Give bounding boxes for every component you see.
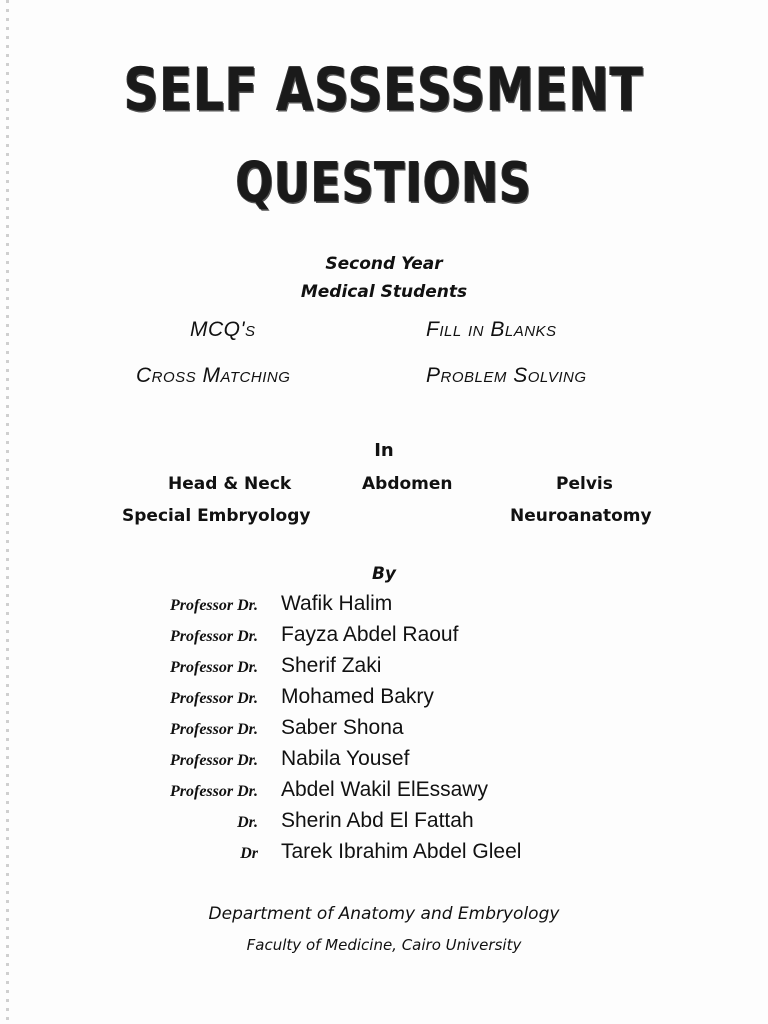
author-name: Sherin Abd El Fattah	[281, 809, 474, 832]
author-row	[0, 592, 768, 622]
author-title: Dr.	[237, 814, 258, 831]
author-title: Professor Dr.	[169, 721, 258, 738]
question-type-problem-solving: Problem Solving	[426, 364, 587, 387]
author-name: Wafik Halim	[281, 592, 393, 615]
author-title: Dr	[240, 845, 258, 862]
author-row	[0, 685, 768, 715]
author-name: Nabila Yousef	[281, 747, 410, 770]
topic-head-neck: Head & Neck	[168, 474, 292, 494]
author-title: Professor Dr.	[169, 690, 258, 707]
author-row	[0, 716, 768, 746]
author-title: Professor Dr.	[169, 659, 258, 676]
author-name: Abdel Wakil ElEssawy	[281, 778, 488, 801]
department-name: Department of Anatomy and Embryology	[208, 904, 560, 924]
faculty-name: Faculty of Medicine, Cairo University	[246, 936, 522, 954]
question-type-cross-matching: Cross Matching	[136, 364, 291, 387]
by-label: By	[371, 564, 397, 584]
author-name: Mohamed Bakry	[281, 685, 434, 708]
title-line-2: QUESTIONS	[235, 151, 533, 216]
author-row	[0, 747, 768, 777]
question-type-fill-blanks: Fill in Blanks	[426, 318, 557, 341]
author-row	[0, 809, 768, 839]
question-type-mcq: MCQ's	[190, 318, 256, 341]
author-title: Professor Dr.	[169, 597, 258, 614]
title-line-1: SELF ASSESSMENT	[124, 55, 644, 125]
author-title: Professor Dr.	[169, 752, 258, 769]
author-title: Professor Dr.	[169, 628, 258, 645]
in-label: In	[374, 440, 394, 461]
topic-special-embryology: Special Embryology	[122, 506, 311, 526]
topic-pelvis: Pelvis	[556, 474, 613, 494]
author-row	[0, 654, 768, 684]
audience-students: Medical Students	[300, 282, 468, 302]
topic-neuroanatomy: Neuroanatomy	[510, 506, 652, 526]
author-title: Professor Dr.	[169, 783, 258, 800]
author-name: Tarek Ibrahim Abdel Gleel	[281, 840, 522, 863]
author-name: Sherif Zaki	[281, 654, 382, 677]
author-row	[0, 778, 768, 808]
author-row	[0, 623, 768, 653]
author-name: Saber Shona	[281, 716, 404, 739]
audience-year: Second Year	[325, 254, 443, 274]
topic-abdomen: Abdomen	[362, 474, 453, 494]
author-row	[0, 840, 768, 870]
author-name: Fayza Abdel Raouf	[281, 623, 459, 646]
